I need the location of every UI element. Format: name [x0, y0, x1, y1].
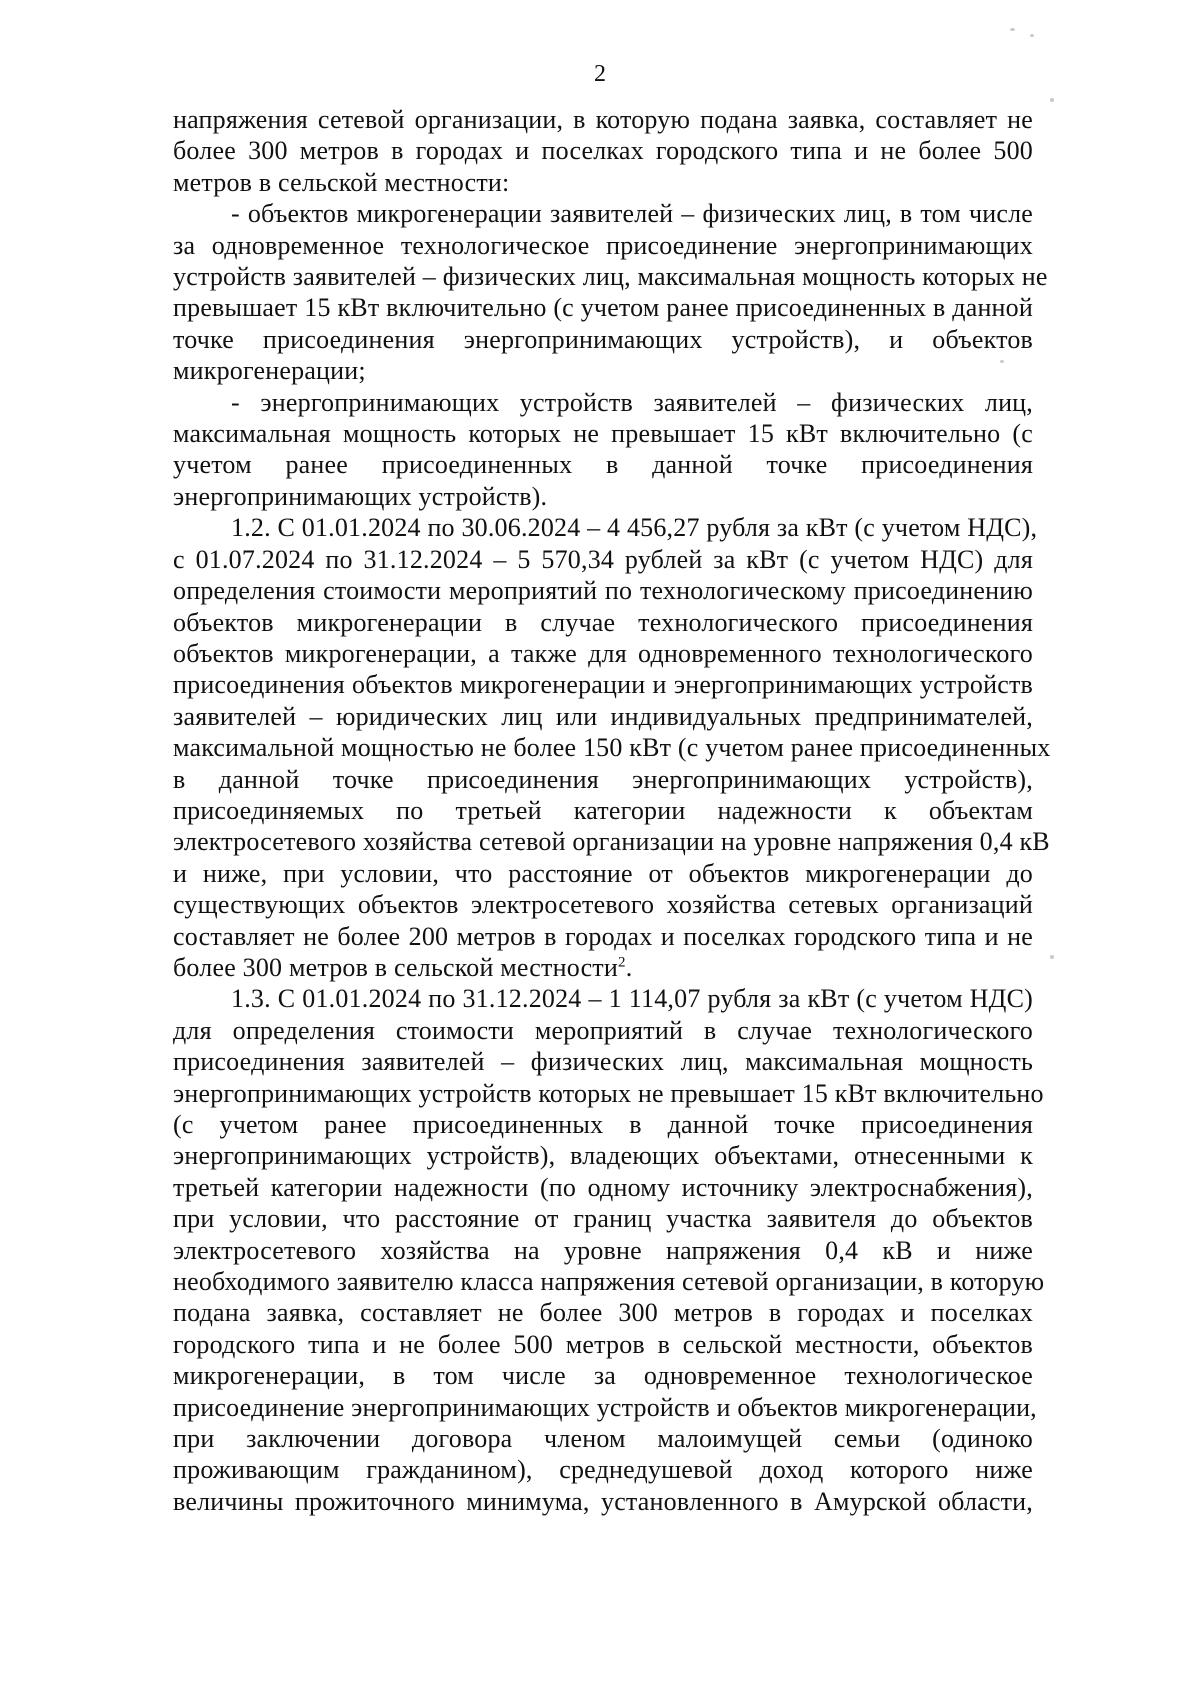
text-line-content: точке присоединения энергопринимающих устройств), и объектов	[173, 324, 1033, 354]
text-line-content: с 01.07.2024 по 31.12.2024 – 5 570,34 рублей за кВт (с учетом НДС) для	[173, 544, 1033, 574]
text-line	[173, 1297, 1033, 1328]
text-line	[173, 1109, 1033, 1140]
text-line-content: за одновременное технологическое присоединение энергопринимающих	[173, 230, 1033, 260]
text-line	[173, 983, 1033, 1014]
text-line-content: присоединяемых по третьей категории надежности к объектам	[173, 795, 1033, 825]
text-line-content: заявителей – юридических лиц или индивидуальных предпринимателей,	[173, 701, 1033, 731]
text-line-content: присоединение энергопринимающих устройств и объектов микрогенерации,	[173, 1392, 1037, 1422]
text-line	[173, 387, 1033, 418]
text-line	[173, 1454, 1033, 1485]
text-line	[173, 1360, 1033, 1391]
text-line	[173, 230, 1033, 261]
text-line-content: присоединения объектов микрогенерации и энергопринимающих устройств	[173, 670, 1033, 700]
text-line-content: электросетевого хозяйства сетевой организации на уровне напряжения 0,4 кВ	[173, 827, 1050, 857]
text-line-content: превышает 15 кВт включительно (с учетом ранее присоединенных в данной	[173, 293, 1033, 323]
text-line	[173, 1203, 1033, 1234]
text-line	[173, 449, 1033, 480]
text-line-content: и ниже, при условии, что расстояние от объектов микрогенерации до	[173, 858, 1033, 888]
text-line-content: микрогенерации;	[173, 356, 366, 386]
text-line-content: объектов микрогенерации, а также для одновременного технологического	[173, 638, 1033, 668]
text-line-content: подана заявка, составляет не более 300 метров в городах и поселках	[173, 1298, 1033, 1328]
text-line	[173, 104, 1033, 135]
text-line-content: проживающим гражданином), среднедушевой доход которого ниже	[173, 1455, 1033, 1485]
text-line-content: 1.3. С 01.01.2024 по 31.12.2024 – 1 114,07 рубля за кВт (с учетом НДС)	[231, 984, 1033, 1014]
text-line-content: присоединения заявителей – физических лиц, максимальная мощность	[173, 1047, 1033, 1077]
scan-speck	[1030, 34, 1034, 37]
text-line	[173, 1015, 1033, 1046]
text-line	[173, 418, 1033, 449]
text-line-content: учетом ранее присоединенных в данной точке присоединения	[173, 450, 1033, 480]
text-line-content: - энергопринимающих устройств заявителей – физических лиц,	[231, 387, 1033, 417]
text-line-content: третьей категории надежности (по одному источнику электроснабжения),	[173, 1172, 1033, 1202]
text-line	[173, 795, 1033, 826]
text-line	[173, 575, 1033, 606]
text-line	[173, 669, 1033, 700]
text-line-content: энергопринимающих устройств), владеющих объектами, отнесенными к	[173, 1141, 1033, 1171]
text-line	[173, 1423, 1033, 1454]
text-line	[173, 889, 1033, 920]
text-line	[173, 355, 1033, 386]
text-line-content: при заключении договора членом малоимущей семьи (одиноко	[173, 1424, 1033, 1454]
text-line	[173, 1172, 1033, 1203]
text-line-content: объектов микрогенерации в случае технологического присоединения	[173, 607, 1033, 637]
text-line-content: максимальной мощностью не более 150 кВт (с учетом ранее присоединенных	[173, 733, 1051, 763]
text-line	[173, 1392, 1037, 1423]
text-line-content: для определения стоимости мероприятий в случае технологического	[173, 1015, 1033, 1045]
text-line	[173, 1329, 1033, 1360]
text-line	[173, 701, 1033, 732]
text-line	[173, 952, 1033, 983]
text-line	[173, 1078, 1044, 1109]
text-line-content: микрогенерации, в том числе за одновременное технологическое	[173, 1361, 1033, 1391]
text-line	[173, 1486, 1033, 1517]
text-line-content: определения стоимости мероприятий по технологическому присоединению	[173, 576, 1033, 606]
text-line-content: максимальная мощность которых не превышает 15 кВт включительно (с	[173, 419, 1033, 449]
text-line-content: - объектов микрогенерации заявителей – физических лиц, в том числе	[231, 199, 1033, 229]
text-line	[173, 261, 1048, 292]
text-line-content: (с учетом ранее присоединенных в данной точке присоединения	[173, 1110, 1033, 1139]
text-line-tail: .	[625, 952, 633, 982]
footnote-marker: 2	[617, 954, 626, 971]
text-line-content: устройств заявителей – физических лиц, максимальная мощность которых не	[173, 262, 1048, 292]
text-line-content: 1.2. С 01.01.2024 по 30.06.2024 – 4 456,27 рубля за кВт (с учетом НДС),	[231, 513, 1038, 543]
text-line-content: более 300 метров в сельской местности	[173, 952, 618, 982]
text-line	[173, 512, 1038, 543]
text-line	[173, 544, 1033, 575]
text-line	[173, 921, 1033, 952]
text-line-content: при условии, что расстояние от границ участка заявителя до объектов	[173, 1204, 1033, 1234]
text-line	[173, 1266, 1045, 1297]
text-line	[173, 292, 1033, 323]
document-body	[173, 104, 1051, 1517]
text-line	[173, 826, 1050, 857]
text-line-content: энергопринимающих устройств).	[173, 481, 548, 511]
text-line	[173, 1140, 1033, 1171]
text-line	[173, 607, 1033, 638]
scan-speck	[1050, 98, 1054, 102]
page-number: 2	[594, 61, 606, 87]
text-line-content: энергопринимающих устройств которых не превышает 15 кВт включительно	[173, 1078, 1044, 1108]
text-line	[173, 858, 1033, 889]
text-line-content: электросетевого хозяйства на уровне напряжения 0,4 кВ и ниже	[173, 1235, 1033, 1265]
scan-speck	[1050, 955, 1054, 959]
text-line	[173, 764, 1033, 795]
text-line-content: городского типа и не более 500 метров в сельской местности, объектов	[173, 1329, 1033, 1359]
text-line-content: составляет не более 200 метров в городах и поселках городского типа и не	[173, 921, 1033, 951]
text-line-content: необходимого заявителю класса напряжения сетевой организации, в которую	[173, 1267, 1045, 1297]
text-line	[173, 481, 1033, 512]
text-line	[173, 198, 1033, 229]
text-line-content: более 300 метров в городах и поселках городского типа и не более 500	[173, 136, 1033, 166]
text-line	[173, 135, 1033, 166]
text-line-content: в данной точке присоединения энергопринимающих устройств),	[173, 764, 1033, 794]
text-line-content: метров в сельской местности:	[173, 167, 510, 197]
text-line	[173, 324, 1033, 355]
text-line-content: напряжения сетевой организации, в которую подана заявка, составляет не	[173, 105, 1033, 134]
text-line	[173, 638, 1033, 669]
text-line	[173, 167, 1033, 198]
scan-speck	[1010, 28, 1015, 31]
text-line	[173, 1235, 1033, 1266]
text-line	[173, 732, 1051, 763]
text-line-content: величины прожиточного минимума, установленного в Амурской области,	[173, 1486, 1033, 1516]
text-line-content: существующих объектов электросетевого хозяйства сетевых организаций	[173, 890, 1033, 920]
text-line	[173, 1046, 1033, 1077]
